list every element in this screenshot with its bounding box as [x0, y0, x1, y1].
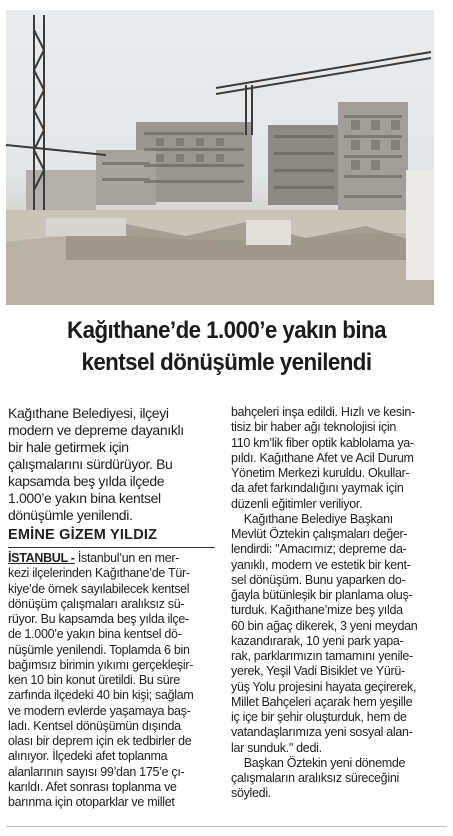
body-line: nüşümle yenilendi. Toplamda 6 bin: [8, 642, 190, 657]
body-line: ve modern evlerde yaşamaya baş-: [8, 703, 191, 718]
body-line: iç içe bir şehir oluşturduk, hem de: [231, 710, 407, 724]
body-line: Kağıthane Belediye Başkanı: [231, 511, 393, 526]
body-line: ladı. Kentsel dönüşümün dışında: [8, 718, 181, 733]
body-line: alanlarının sayısı 99’dan 175’e çı-: [8, 764, 185, 779]
lead-line: çalışmalarını sürdürüyor. Bu: [8, 456, 173, 472]
lead-line: bir hale getirmek için: [8, 439, 129, 455]
body-line: dönüşüm çalışmaları aralıksız sü-: [8, 596, 185, 611]
body-line: olası bir deprem için ek tedbirler de: [8, 734, 192, 748]
body-line: söyledi.: [231, 786, 271, 801]
body-line: 110 km’lik fiber optik kablolama ya-: [231, 435, 414, 450]
construction-scene: [6, 10, 434, 305]
bottom-divider: [6, 826, 446, 827]
body-line: da afet farkındalığını yaymak için: [231, 481, 404, 496]
body-line: sel dönüşüm. Bunu yaparken do-: [231, 572, 406, 587]
lead-line: Kağıthane Belediyesi, ilçeyi: [8, 405, 169, 421]
dateline: İSTANBUL -: [8, 551, 75, 565]
body-line: ken 10 bin konut üretildi. Bu süre: [8, 673, 180, 687]
body-line: de 1.000’e yakın bina kentsel dö-: [8, 627, 182, 642]
body-line: turduk. Kağıthane’mize beş yılda: [231, 603, 403, 618]
body-line: kiye’de örnek sayılabilecek kentsel: [8, 581, 190, 596]
lead-line: modern ve depreme dayanıklı: [8, 422, 184, 438]
lead-line: kapsamda beş yılda ilçede: [8, 473, 165, 489]
body-line: vatandaşlarımıza yeni sosyal alan-: [231, 725, 413, 740]
lead-paragraph: [8, 405, 218, 524]
body-line: rak, parklarımızın tamamını yenile-: [231, 649, 413, 663]
body-line: Başkan Öztekin yeni dönemde: [231, 755, 406, 770]
lead-line: dönüşümle yenilendi.: [8, 507, 133, 523]
body-line: barınma için otoparklar ve millet: [8, 795, 175, 809]
body-line: yüş Yolu projesini hayata geçirerek,: [231, 679, 417, 694]
body-line: ğayla bütünleşik bir planlama oluş-: [231, 588, 413, 602]
body-line: lar sunduk." dedi.: [231, 740, 322, 755]
body-line: yanıklı, modern ve estetik bir kent-: [231, 557, 411, 572]
body-line: düzenli eğitimler veriliyor.: [231, 496, 363, 511]
author-byline: EMİNE GİZEM YILDIZ: [8, 527, 158, 543]
body-line: bahçeleri inşa edildi. Hızlı ve kesin-: [231, 405, 415, 419]
body-line: kezi ilçelerinden Kağıthane’de Tür-: [8, 566, 190, 581]
body-line: çalışmaların aralıksız süreceğini: [231, 771, 399, 785]
body-line: 60 bin ağaç dikerek, 3 yeni meydan: [231, 618, 418, 633]
body-line: yerek, Yeşil Vadi Bisiklet ve Yürü-: [231, 664, 405, 679]
article-column-left: [8, 551, 218, 810]
body-line: zarfında ilçedeki 40 bin kişi; sağlam: [8, 688, 194, 703]
headline-line-2: kentsel dönüşümle yenilendi: [81, 349, 372, 376]
body-line: Mevlüt Öztekin çalışmaları değer-: [231, 527, 408, 541]
body-line: rüyor. Bu kapsamda beş yılda ilçe-: [8, 612, 189, 626]
lead-line: 1.000’e yakın bina kentsel: [8, 490, 161, 506]
body-line: tisiz bir haber ağı teknolojisi için: [231, 420, 396, 435]
construction-site-photo: [6, 10, 434, 305]
body-line: Yönetim Merkezi kuruldu. Okullar-: [231, 466, 410, 480]
body-line: kazandırarak, 10 yeni park yapa-: [231, 633, 404, 648]
headline-line-1: Kağıthane’de 1.000’e yakın bina: [67, 317, 386, 344]
body-line: pıldı. Kağıthane Afet ve Acil Durum: [231, 450, 414, 465]
body-line: alınıyor. İlçedeki afet toplanma: [8, 749, 168, 764]
byline-divider: [8, 547, 215, 548]
article-column-right: [231, 405, 445, 802]
body-line: lendirdi: "Amacımız; depreme da-: [231, 542, 407, 557]
body-line: İSTANBUL - İstanbul’un en mer-: [8, 551, 180, 565]
body-line: bağımsız birimin yıkımı gerçekleşir-: [8, 657, 194, 672]
body-line: Millet Bahçeleri açarak hem yeşille: [231, 694, 413, 709]
body-line: karıldı. Afet sonrası toplanma ve: [8, 779, 177, 794]
